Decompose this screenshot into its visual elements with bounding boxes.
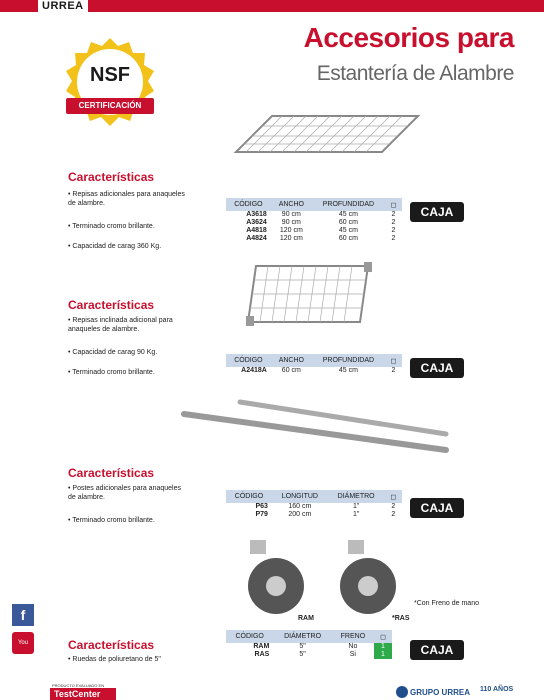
cell: 60 cm [338, 219, 358, 226]
inclined-shelf-image [244, 260, 374, 330]
table-row [226, 211, 402, 219]
section1-title: Características [68, 170, 155, 184]
anniversary-logo: 110 AÑOS [480, 686, 514, 693]
wire-shelf-image [232, 112, 422, 156]
cell: A4824 [246, 235, 267, 242]
cell: 2 [391, 219, 396, 226]
table-row [226, 227, 402, 235]
cell: A3618 [246, 211, 267, 218]
section1-feature: • Terminado cromo brillante. [68, 222, 188, 231]
section2-feature: • Capacidad de carag 90 Kg. [68, 348, 188, 357]
box-icon: ◻ [385, 354, 402, 367]
section3-feature: • Postes adicionales para anaqueles de alambre. [68, 484, 188, 502]
cell: 2 [391, 511, 396, 518]
cell: 200 cm [288, 511, 312, 518]
grupo-urrea-mark-icon [396, 686, 408, 698]
brand-logo: URREA [38, 0, 88, 12]
facebook-icon[interactable]: f [12, 604, 34, 626]
box-icon: ◻ [374, 630, 392, 643]
section3-title: Características [68, 466, 155, 480]
testcenter-logo: TestCenter [50, 688, 116, 700]
cell: No [348, 643, 358, 650]
cell: 45 cm [338, 367, 358, 374]
col-header: DIÁMETRO [273, 630, 331, 643]
caja-label: CAJA [410, 202, 464, 222]
cell: 120 cm [279, 227, 303, 234]
col-header: PROFUNDIDAD [312, 198, 385, 211]
cell: RAS [254, 651, 270, 658]
cell: 60 cm [338, 235, 358, 242]
section1-table [226, 198, 402, 243]
section1-feature: • Capacidad de carag 360 Kg. [68, 242, 188, 251]
box-icon: ◻ [385, 490, 402, 503]
section2-feature: • Repisas inclinada adicional para anaqueles de alambre. [68, 316, 188, 334]
col-header: CÓDIGO [226, 630, 273, 643]
table-row [226, 503, 402, 511]
table-row [226, 511, 402, 519]
col-header: DIÁMETRO [328, 490, 385, 503]
casters-image [228, 540, 408, 616]
cell: 60 cm [281, 367, 301, 374]
nsf-cert-ribbon: CERTIFICACIÓN [66, 98, 154, 114]
caja-label: CAJA [410, 640, 464, 660]
cell: Si [349, 651, 356, 658]
cell: 2 [391, 367, 396, 374]
col-header: FRENO [332, 630, 374, 643]
cell: 2 [391, 227, 396, 234]
table-header-row [226, 490, 402, 503]
nsf-label: NSF [90, 64, 130, 86]
box-icon: ◻ [385, 198, 402, 211]
section3-feature: • Terminado cromo brillante. [68, 516, 188, 525]
brake-note: *Con Freno de mano [414, 600, 479, 607]
cell: A4818 [246, 227, 267, 234]
col-header: LONGITUD [272, 490, 328, 503]
table-row [226, 367, 402, 375]
wheel-label-ram: RAM [298, 615, 314, 622]
col-header: CÓDIGO [226, 198, 271, 211]
nsf-badge [60, 34, 160, 134]
cell: 2 [391, 503, 396, 510]
cell: 5" [299, 643, 306, 650]
caja-label: CAJA [410, 498, 464, 518]
section4-title: Características [68, 638, 155, 652]
table-row [226, 643, 392, 651]
col-header: PROFUNDIDAD [312, 354, 385, 367]
table-header-row [226, 198, 402, 211]
cell: P63 [255, 503, 268, 510]
cell: 45 cm [338, 227, 358, 234]
section1-feature: • Repisas adicionales para anaqueles de alambre. [68, 190, 188, 208]
cell: 90 cm [281, 219, 301, 226]
page-title: Accesorios para [303, 22, 514, 53]
col-header: ANCHO [271, 354, 312, 367]
col-header: CÓDIGO [226, 490, 272, 503]
cell: 90 cm [281, 211, 301, 218]
posts-image [180, 396, 450, 466]
cell: RAM [253, 643, 270, 650]
cell: 1 [374, 651, 392, 659]
cell: 45 cm [338, 211, 358, 218]
table-row [226, 219, 402, 227]
cell: 160 cm [288, 503, 312, 510]
cell: A3624 [246, 219, 267, 226]
wheel-label-ras: *RAS [392, 615, 410, 622]
section2-feature: • Terminado cromo brillante. [68, 368, 188, 377]
cell: A2418A [241, 367, 267, 374]
cell: 2 [391, 235, 396, 242]
table-row [226, 651, 392, 659]
cell: 2 [391, 211, 396, 218]
cell: 120 cm [279, 235, 303, 242]
table-header-row [226, 354, 402, 367]
section2-table [226, 354, 402, 375]
cell: 1" [352, 511, 360, 518]
col-header: ANCHO [271, 198, 312, 211]
section4-feature: • Ruedas de poliuretano de 5" [68, 655, 208, 664]
cell: 1" [352, 503, 360, 510]
youtube-icon[interactable]: You Tube [12, 632, 34, 654]
section3-table [226, 490, 402, 519]
testcenter-note: PRODUCTO EVALUADO EN [52, 683, 105, 688]
col-header: CÓDIGO [226, 354, 271, 367]
page-subtitle: Estantería de Alambre [316, 62, 514, 85]
cell: P79 [255, 511, 268, 518]
cell: 5" [299, 651, 306, 658]
table-header-row [226, 630, 392, 643]
section4-table [226, 630, 392, 659]
grupo-urrea-logo: GRUPO URREA [410, 688, 471, 697]
cell: 1 [374, 643, 392, 651]
table-row [226, 235, 402, 243]
section2-title: Características [68, 298, 155, 312]
caja-label: CAJA [410, 358, 464, 378]
